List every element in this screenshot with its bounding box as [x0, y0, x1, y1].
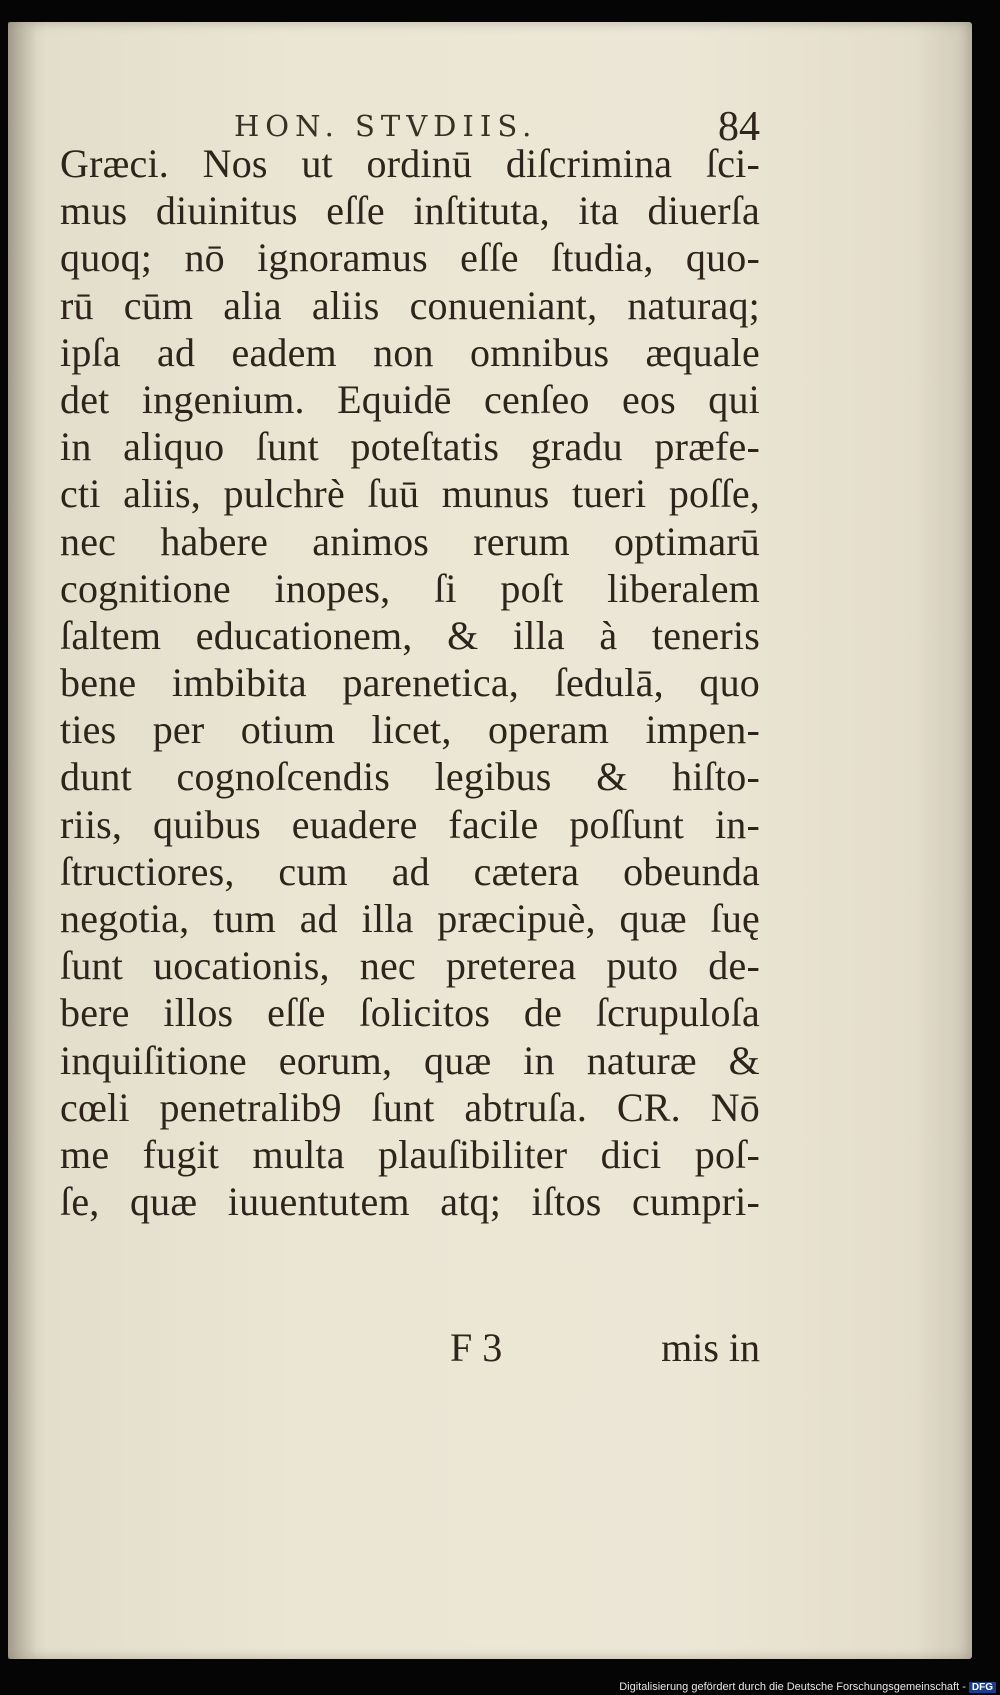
text-line: nec habere animos rerum optimarū [60, 518, 760, 564]
text-line: ipſa ad eadem non omnibus æquale [60, 329, 760, 375]
text-line: ſaltem educationem, & illa à teneris [60, 612, 760, 658]
text-line: dunt cognoſcendis legibus & hiſto- [60, 754, 760, 800]
text-line: rū cūm alia aliis conueniant, naturaq; [60, 282, 760, 328]
catchword: mis in [661, 1325, 760, 1370]
dfg-logo: DFG [969, 1682, 996, 1693]
credit-text: Digitalisierung gefördert durch die Deutsche Forschungsgemeinschaft - [619, 1681, 966, 1693]
page-gutter-shadow [8, 22, 36, 1659]
page-foot [60, 1324, 760, 1374]
text-line: bere illos eſſe ſolicitos de ſcrupuloſa [60, 990, 760, 1036]
text-line: bene imbibita parenetica, ſedulā, quo [60, 660, 760, 706]
text-line: ſtructiores, cum ad cætera obeunda [60, 848, 760, 894]
digitization-credit [619, 1681, 996, 1693]
text-line: cti aliis, pulchrè ſuū munus tueri poſſe, [60, 471, 760, 517]
signature-mark: F 3 [450, 1325, 503, 1370]
text-line: me fugit multa plauſibiliter dici poſ- [60, 1131, 760, 1177]
text-line: ſe, quæ iuuentutem atq; iſtos cumpri- [60, 1179, 760, 1225]
text-line: in aliquo ſunt poteſtatis gradu præfe- [60, 424, 760, 470]
text-line: quoq; nō ignoramus eſſe ſtudia, quo- [60, 235, 760, 281]
text-line: negotia, tum ad illa præcipuè, quæ ſuę [60, 896, 760, 941]
text-line: inquiſitione eorum, quæ in naturæ & [60, 1037, 760, 1083]
text-line: cognitione inopes, ſi poſt liberalem [60, 565, 760, 611]
text-line: mus diuinitus eſſe inſtituta, ita diuerſa [60, 188, 760, 234]
text-line: Græci. Nos ut ordinū diſcrimina ſci- [60, 141, 760, 186]
text-line: cœli penetralib9 ſunt abtruſa. CR. Nō [60, 1084, 760, 1130]
running-head: HON. STVDIIS. [234, 109, 538, 143]
text-line: ties per otium licet, operam impen- [60, 707, 760, 753]
folio-number: 84 [718, 104, 760, 150]
text-block [60, 140, 760, 1225]
text-line: ſunt uocationis, nec preterea puto de- [60, 943, 760, 989]
text-line: det ingenium. Equidē cenſeo eos qui [60, 376, 760, 422]
text-line: riis, quibus euadere facile poſſunt in- [60, 801, 760, 847]
